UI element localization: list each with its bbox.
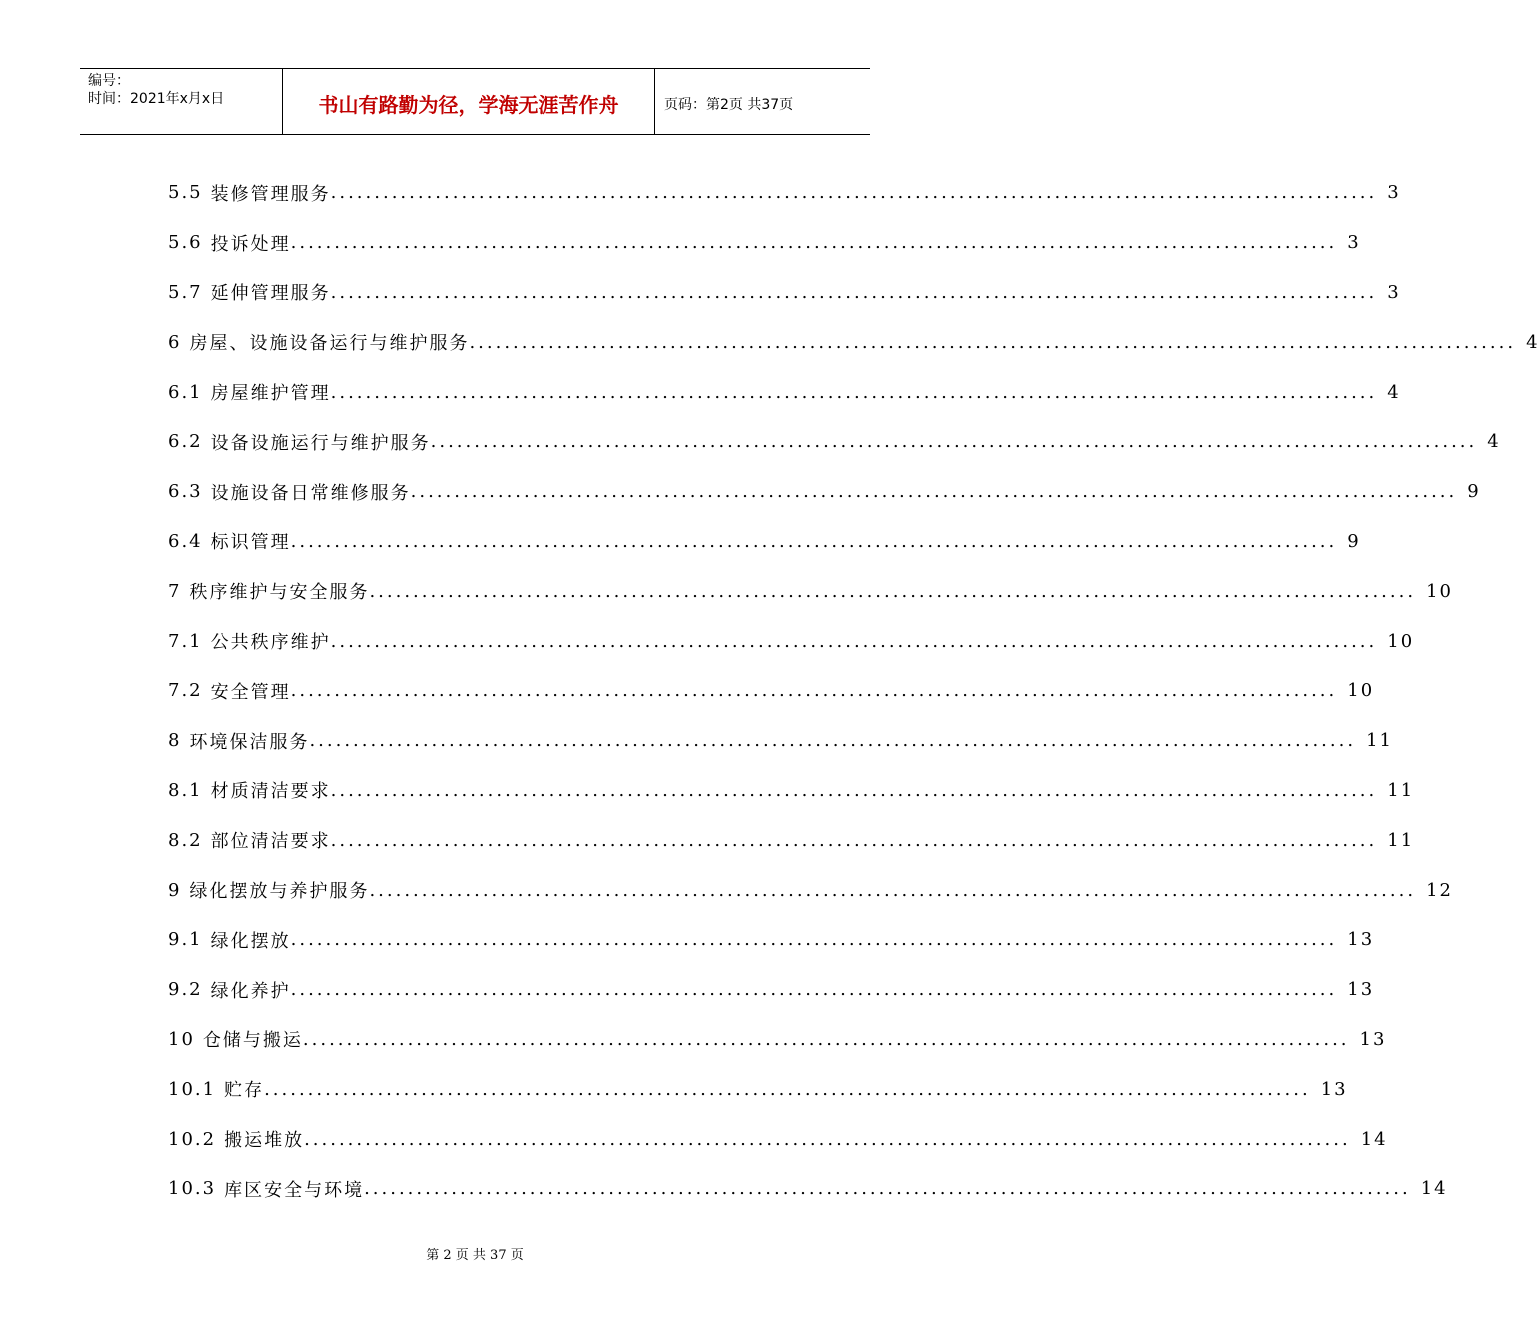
toc-entry-title: 材质清洁要求 bbox=[210, 781, 331, 803]
toc-dot-leader: ........................................................................................................................ bbox=[410, 481, 1458, 503]
toc-entry[interactable] bbox=[168, 1114, 1388, 1164]
toc-entry[interactable] bbox=[168, 815, 1415, 865]
toc-entry[interactable] bbox=[168, 566, 1453, 616]
toc-entry-title: 贮存 bbox=[224, 1080, 265, 1102]
toc-entry[interactable] bbox=[168, 467, 1481, 517]
toc-entry-page: 10 bbox=[1387, 630, 1415, 652]
toc-entry-title: 秩序维护与安全服务 bbox=[189, 582, 370, 604]
toc-entry-title: 投诉处理 bbox=[210, 233, 291, 255]
number-label: 编号： bbox=[88, 73, 130, 89]
toc-entry-page: 12 bbox=[1426, 879, 1453, 901]
toc-entry-page: 3 bbox=[1387, 182, 1401, 204]
toc-entry-title: 搬运堆放 bbox=[224, 1130, 305, 1152]
page-footer: 第 2 页 共 37 页 bbox=[426, 1248, 524, 1263]
toc-dot-leader: ........................................................................................................................ bbox=[469, 331, 1517, 353]
toc-entry-title: 绿化摆放与养护服务 bbox=[189, 881, 370, 903]
toc-entry-title: 标识管理 bbox=[210, 532, 291, 554]
toc-entry-page: 4 bbox=[1387, 381, 1401, 403]
toc-entry-page: 13 bbox=[1320, 1078, 1348, 1100]
toc-entry-title: 延伸管理服务 bbox=[210, 283, 331, 305]
toc-entry-number: 7.2 bbox=[168, 680, 203, 702]
toc-dot-leader: ........................................................................................................................ bbox=[290, 232, 1338, 254]
table-of-contents bbox=[168, 168, 1540, 1214]
toc-entry[interactable] bbox=[168, 766, 1415, 816]
toc-dot-leader: ........................................................................................................................ bbox=[290, 979, 1338, 1001]
toc-entry-title: 设施设备日常维修服务 bbox=[210, 482, 411, 504]
toc-entry[interactable] bbox=[168, 168, 1401, 218]
toc-entry[interactable] bbox=[168, 417, 1501, 467]
toc-entry-page: 3 bbox=[1347, 232, 1361, 254]
toc-dot-leader: ........................................................................................................................ bbox=[369, 580, 1417, 602]
toc-entry-number: 6.3 bbox=[168, 481, 203, 503]
toc-entry-number: 7.1 bbox=[168, 630, 203, 652]
toc-entry-number: 8 bbox=[168, 730, 182, 752]
toc-dot-leader: ........................................................................................................................ bbox=[330, 829, 1378, 851]
toc-entry-number: 10.1 bbox=[168, 1078, 217, 1100]
toc-entry-page: 11 bbox=[1366, 730, 1393, 752]
toc-entry[interactable] bbox=[168, 716, 1393, 766]
toc-entry-title: 部位清洁要求 bbox=[210, 831, 331, 853]
toc-dot-leader: ........................................................................................................................ bbox=[369, 879, 1417, 901]
toc-entry-page: 13 bbox=[1359, 1028, 1387, 1050]
toc-entry-number: 6.1 bbox=[168, 381, 203, 403]
toc-entry-page: 13 bbox=[1347, 929, 1375, 951]
toc-entry-number: 6.4 bbox=[168, 530, 203, 552]
toc-entry[interactable] bbox=[168, 218, 1361, 268]
toc-dot-leader: ........................................................................................................................ bbox=[330, 779, 1378, 801]
toc-dot-leader: ........................................................................................................................ bbox=[264, 1078, 1311, 1100]
toc-entry[interactable] bbox=[168, 367, 1401, 417]
toc-entry-page: 9 bbox=[1467, 481, 1481, 503]
toc-entry-page: 9 bbox=[1347, 530, 1361, 552]
toc-entry[interactable] bbox=[168, 517, 1361, 567]
toc-entry-page: 11 bbox=[1387, 779, 1415, 801]
toc-entry[interactable] bbox=[168, 1064, 1348, 1114]
toc-entry-title: 绿化养护 bbox=[210, 980, 291, 1002]
toc-dot-leader: ........................................................................................................................ bbox=[430, 431, 1478, 453]
toc-dot-leader: ........................................................................................................................ bbox=[304, 1128, 1351, 1150]
toc-entry[interactable] bbox=[168, 616, 1415, 666]
toc-entry-number: 9 bbox=[168, 879, 182, 901]
toc-entry-number: 10.2 bbox=[168, 1128, 217, 1150]
header-motto: 书山有路勤为径，学海无涯苦作舟 bbox=[283, 69, 655, 134]
toc-dot-leader: ........................................................................................................................ bbox=[290, 929, 1338, 951]
toc-dot-leader: ........................................................................................................................ bbox=[330, 381, 1378, 403]
toc-entry-page: 11 bbox=[1387, 829, 1415, 851]
toc-entry-title: 安全管理 bbox=[210, 681, 291, 703]
toc-dot-leader: ........................................................................................................................ bbox=[364, 1178, 1411, 1200]
toc-entry[interactable] bbox=[168, 965, 1375, 1015]
toc-entry[interactable] bbox=[168, 1164, 1448, 1214]
toc-entry-number: 5.5 bbox=[168, 182, 203, 204]
toc-entry-title: 设备设施运行与维护服务 bbox=[210, 432, 431, 454]
toc-entry-title: 房屋、设施设备运行与维护服务 bbox=[189, 333, 470, 355]
toc-entry-number: 7 bbox=[168, 580, 182, 602]
toc-entry-page: 4 bbox=[1526, 331, 1540, 353]
toc-entry-number: 8.1 bbox=[168, 779, 203, 801]
page-header bbox=[80, 68, 870, 135]
toc-entry-number: 10 bbox=[168, 1028, 195, 1050]
toc-dot-leader: ........................................................................................................................ bbox=[309, 730, 1357, 752]
toc-entry-title: 仓储与搬运 bbox=[202, 1030, 303, 1052]
time-label: 时间：2021年x月x日 bbox=[88, 91, 225, 107]
toc-entry[interactable] bbox=[168, 865, 1453, 915]
toc-entry-title: 房屋维护管理 bbox=[210, 383, 331, 405]
toc-entry-page: 10 bbox=[1347, 680, 1375, 702]
toc-entry-page: 13 bbox=[1347, 979, 1375, 1001]
toc-entry-number: 6.2 bbox=[168, 431, 203, 453]
toc-dot-leader: ........................................................................................................................ bbox=[330, 630, 1378, 652]
toc-entry[interactable] bbox=[168, 268, 1401, 318]
toc-dot-leader: ........................................................................................................................ bbox=[330, 281, 1378, 303]
header-page-info: 页码：第2页 共37页 bbox=[664, 96, 794, 113]
toc-entry-number: 9.2 bbox=[168, 979, 203, 1001]
toc-entry[interactable] bbox=[168, 1015, 1387, 1065]
toc-entry-number: 5.6 bbox=[168, 232, 203, 254]
toc-dot-leader: ........................................................................................................................ bbox=[290, 530, 1338, 552]
toc-entry-number: 5.7 bbox=[168, 281, 203, 303]
toc-dot-leader: ........................................................................................................................ bbox=[302, 1028, 1350, 1050]
toc-entry-number: 10.3 bbox=[168, 1178, 217, 1200]
toc-entry-page: 14 bbox=[1420, 1178, 1448, 1200]
toc-entry-title: 绿化摆放 bbox=[210, 930, 291, 952]
header-meta bbox=[80, 69, 283, 134]
toc-entry[interactable] bbox=[168, 317, 1540, 367]
toc-dot-leader: ........................................................................................................................ bbox=[330, 182, 1378, 204]
toc-dot-leader: ........................................................................................................................ bbox=[290, 680, 1338, 702]
toc-entry-number: 6 bbox=[168, 331, 182, 353]
toc-entry-title: 环境保洁服务 bbox=[189, 731, 310, 753]
toc-entry-page: 10 bbox=[1426, 580, 1453, 602]
toc-entry-title: 装修管理服务 bbox=[210, 183, 331, 205]
toc-entry-page: 3 bbox=[1387, 281, 1401, 303]
toc-entry-number: 8.2 bbox=[168, 829, 203, 851]
toc-entry-title: 公共秩序维护 bbox=[210, 632, 331, 654]
toc-entry-number: 9.1 bbox=[168, 929, 203, 951]
toc-entry-page: 4 bbox=[1487, 431, 1501, 453]
toc-entry-page: 14 bbox=[1360, 1128, 1388, 1150]
toc-entry[interactable] bbox=[168, 666, 1375, 716]
toc-entry-title: 库区安全与环境 bbox=[224, 1179, 365, 1201]
toc-entry[interactable] bbox=[168, 915, 1375, 965]
